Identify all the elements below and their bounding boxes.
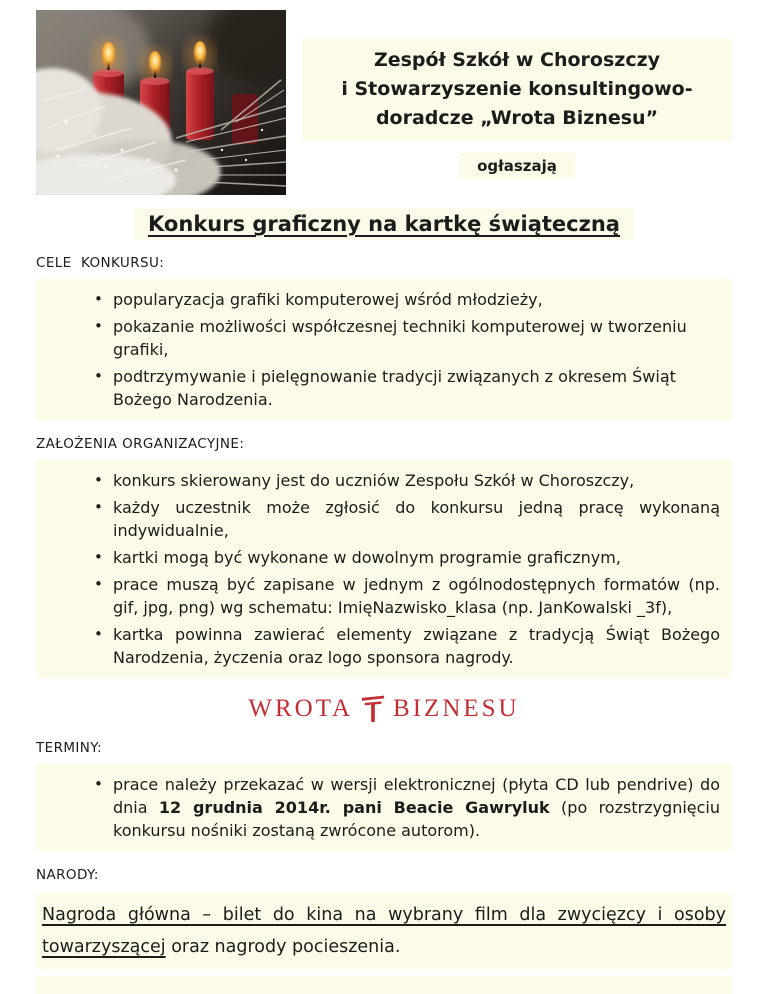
announce-row bbox=[302, 153, 732, 179]
section-heading-terms: TERMINY: bbox=[36, 740, 103, 756]
section-heading-goals: CELE KONKURSU: bbox=[36, 255, 165, 271]
announce-text: ogłaszają bbox=[459, 153, 575, 179]
list-item bbox=[36, 771, 724, 844]
goals-list bbox=[36, 279, 732, 420]
bottom-highlight-strip bbox=[36, 976, 732, 994]
logo-word-left: WROTA bbox=[248, 695, 354, 722]
list-item: • kartka powinna zawierać elementy związane z tradycją Świąt Bożego Narodzenia, życzenia oraz logo sponsora nagrody. bbox=[36, 621, 724, 671]
list-item: • konkurs skierowany jest do uczniów Zespołu Szkół w Choroszczy, bbox=[36, 467, 724, 494]
wrota-biznesu-logo bbox=[248, 694, 519, 724]
title-row bbox=[0, 209, 768, 239]
terms-text-bold: 12 grudnia 2014r. pani Beacie Gawryluk bbox=[158, 798, 550, 817]
terms-text-post: (po rozstrzygnięciu konkursu nośniki zostaną zwrócone autorom). bbox=[113, 798, 721, 840]
terms-text-pre: prace należy przekazać w wersji elektronicznej (płyta CD lub pendrive) do dnia bbox=[113, 775, 720, 817]
organisation-title-line1: Zespół Szkół w Choroszczy bbox=[373, 49, 661, 71]
page-title: Konkurs graficzny na kartkę świąteczną bbox=[134, 209, 634, 239]
list-item: • prace muszą być zapisane w jednym z ogólnodostępnych formatów (np. gif, jpg, png) wg schematu: ImięNazwisko_klasa (np. JanKowalski _3f), bbox=[36, 571, 724, 621]
organisation-list bbox=[36, 460, 732, 678]
section-heading-awards: NARODY: bbox=[36, 867, 99, 883]
logo-row bbox=[0, 694, 768, 724]
awards-main-prize: Nagroda główna – bilet do kina na wybrany film dla zwycięzcy i osoby towarzyszącej bbox=[42, 905, 726, 957]
organisation-title bbox=[302, 38, 732, 141]
list-item: • popularyzacja grafiki komputerowej wśród młodzieży, bbox=[36, 286, 724, 313]
list-item: • każdy uczestnik może zgłosić do konkursu jedną pracę wykonaną indywidualnie, bbox=[36, 494, 724, 544]
top-row bbox=[0, 0, 768, 195]
header-column bbox=[302, 10, 732, 195]
awards-rest: oraz nagrody pocieszenia. bbox=[165, 937, 401, 957]
gate-icon bbox=[361, 694, 385, 724]
christmas-candles-image bbox=[36, 10, 286, 195]
terms-list bbox=[36, 764, 732, 851]
awards-paragraph bbox=[36, 893, 732, 969]
logo-word-right: BIZNESU bbox=[393, 695, 520, 722]
organisation-title-line2: i Stowarzyszenie konsultingowo- bbox=[341, 78, 693, 100]
organisation-title-line3: doradcze „Wrota Biznesu” bbox=[375, 107, 659, 129]
list-item: • podtrzymywanie i pielęgnowanie tradycji związanych z okresem Świąt Bożego Narodzenia. bbox=[36, 363, 724, 413]
section-heading-organisation: ZAŁOŻENIA ORGANIZACYJNE: bbox=[36, 436, 245, 452]
list-item: • kartki mogą być wykonane w dowolnym programie graficznym, bbox=[36, 544, 724, 571]
list-item: • pokazanie możliwości współczesnej techniki komputerowej w tworzeniu grafiki, bbox=[36, 313, 724, 363]
